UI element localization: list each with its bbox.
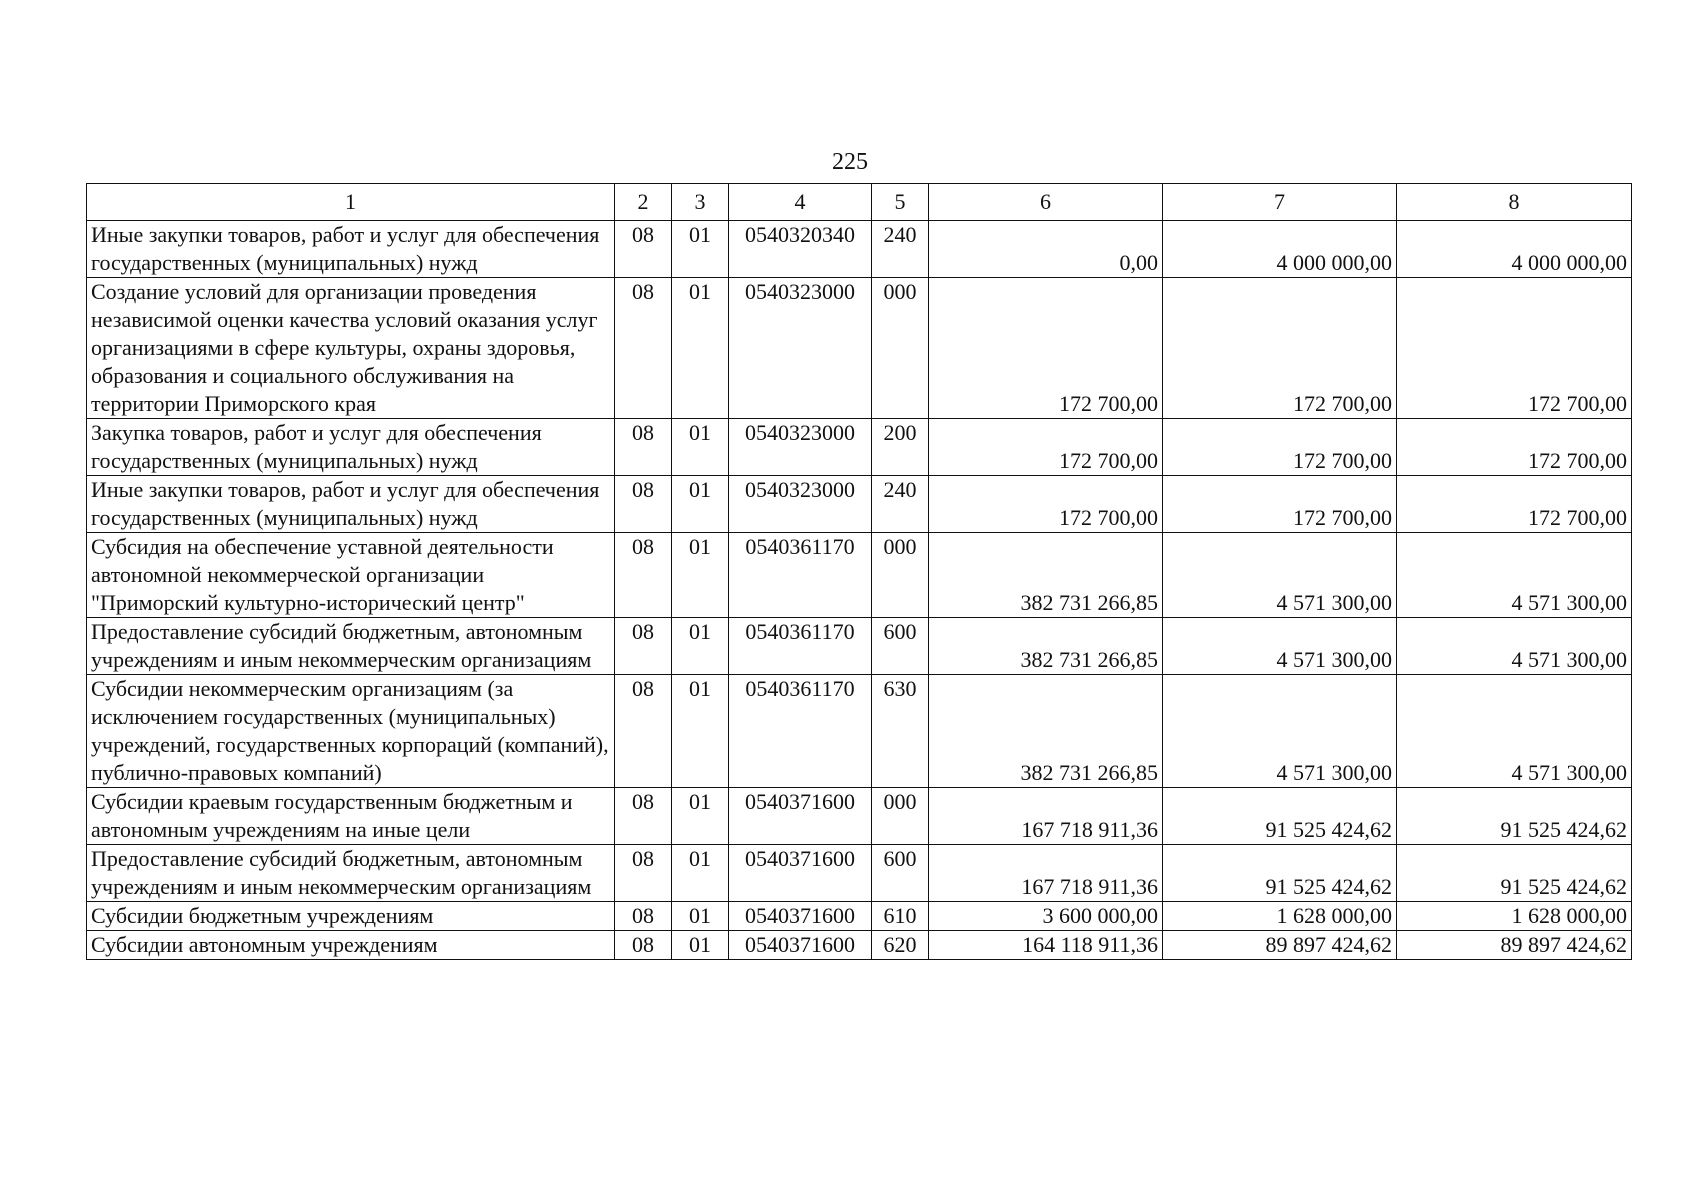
row-description: Предоставление субсидий бюджетным, автономным учреждениям и иным некоммерческим организациям <box>87 618 615 675</box>
expense-type-code: 240 <box>872 476 929 533</box>
column-header: 6 <box>929 184 1163 221</box>
target-article-code: 0540371600 <box>729 845 872 902</box>
amount-col6: 382 731 266,85 <box>929 675 1163 788</box>
expense-type-code: 630 <box>872 675 929 788</box>
subsection-code: 01 <box>672 931 729 960</box>
amount-col7: 1 628 000,00 <box>1163 902 1397 931</box>
subsection-code: 01 <box>672 221 729 278</box>
amount-col7: 91 525 424,62 <box>1163 845 1397 902</box>
amount-col8: 91 525 424,62 <box>1397 845 1632 902</box>
row-description: Закупка товаров, работ и услуг для обеспечения государственных (муниципальных) нужд <box>87 419 615 476</box>
column-header: 7 <box>1163 184 1397 221</box>
amount-col8: 89 897 424,62 <box>1397 931 1632 960</box>
expense-type-code: 240 <box>872 221 929 278</box>
target-article-code: 0540323000 <box>729 278 872 419</box>
amount-col8: 172 700,00 <box>1397 476 1632 533</box>
section-code: 08 <box>615 675 672 788</box>
section-code: 08 <box>615 931 672 960</box>
amount-col7: 4 571 300,00 <box>1163 675 1397 788</box>
table-row <box>87 278 1632 419</box>
amount-col8: 172 700,00 <box>1397 419 1632 476</box>
section-code: 08 <box>615 278 672 419</box>
target-article-code: 0540320340 <box>729 221 872 278</box>
column-header: 3 <box>672 184 729 221</box>
section-code: 08 <box>615 618 672 675</box>
target-article-code: 0540361170 <box>729 675 872 788</box>
table-row <box>87 419 1632 476</box>
table-row <box>87 788 1632 845</box>
column-number-header-row <box>87 184 1632 221</box>
section-code: 08 <box>615 221 672 278</box>
table-row <box>87 845 1632 902</box>
subsection-code: 01 <box>672 618 729 675</box>
row-description: Субсидии краевым государственным бюджетным и автономным учреждениям на иные цели <box>87 788 615 845</box>
row-description: Субсидии некоммерческим организациям (за исключением государственных (муниципальных) учреждений, государственных корпораций (компаний), публично-правовых компаний) <box>87 675 615 788</box>
table-row <box>87 618 1632 675</box>
amount-col6: 167 718 911,36 <box>929 788 1163 845</box>
amount-col8: 172 700,00 <box>1397 278 1632 419</box>
amount-col6: 382 731 266,85 <box>929 533 1163 618</box>
section-code: 08 <box>615 902 672 931</box>
table-row <box>87 221 1632 278</box>
expense-type-code: 620 <box>872 931 929 960</box>
amount-col8: 91 525 424,62 <box>1397 788 1632 845</box>
subsection-code: 01 <box>672 476 729 533</box>
subsection-code: 01 <box>672 845 729 902</box>
expense-type-code: 600 <box>872 845 929 902</box>
section-code: 08 <box>615 788 672 845</box>
section-code: 08 <box>615 845 672 902</box>
target-article-code: 0540371600 <box>729 931 872 960</box>
column-header: 4 <box>729 184 872 221</box>
subsection-code: 01 <box>672 278 729 419</box>
amount-col7: 4 571 300,00 <box>1163 533 1397 618</box>
row-description: Предоставление субсидий бюджетным, автономным учреждениям и иным некоммерческим организациям <box>87 845 615 902</box>
amount-col8: 4 000 000,00 <box>1397 221 1632 278</box>
amount-col7: 172 700,00 <box>1163 476 1397 533</box>
subsection-code: 01 <box>672 533 729 618</box>
column-header: 8 <box>1397 184 1632 221</box>
expense-type-code: 000 <box>872 788 929 845</box>
amount-col7: 172 700,00 <box>1163 278 1397 419</box>
target-article-code: 0540371600 <box>729 902 872 931</box>
table-row <box>87 675 1632 788</box>
target-article-code: 0540371600 <box>729 788 872 845</box>
expense-type-code: 610 <box>872 902 929 931</box>
page-number: 225 <box>832 149 868 175</box>
row-description: Иные закупки товаров, работ и услуг для обеспечения государственных (муниципальных) нужд <box>87 221 615 278</box>
expense-type-code: 600 <box>872 618 929 675</box>
amount-col6: 164 118 911,36 <box>929 931 1163 960</box>
table-row <box>87 476 1632 533</box>
amount-col8: 4 571 300,00 <box>1397 675 1632 788</box>
row-description: Субсидии бюджетным учреждениям <box>87 902 615 931</box>
amount-col6: 382 731 266,85 <box>929 618 1163 675</box>
budget-table <box>86 183 1632 960</box>
amount-col7: 4 571 300,00 <box>1163 618 1397 675</box>
column-header: 5 <box>872 184 929 221</box>
amount-col6: 172 700,00 <box>929 476 1163 533</box>
amount-col8: 1 628 000,00 <box>1397 902 1632 931</box>
table-row <box>87 931 1632 960</box>
subsection-code: 01 <box>672 788 729 845</box>
expense-type-code: 200 <box>872 419 929 476</box>
amount-col6: 0,00 <box>929 221 1163 278</box>
section-code: 08 <box>615 419 672 476</box>
section-code: 08 <box>615 476 672 533</box>
amount-col7: 91 525 424,62 <box>1163 788 1397 845</box>
amount-col6: 167 718 911,36 <box>929 845 1163 902</box>
target-article-code: 0540323000 <box>729 419 872 476</box>
expense-type-code: 000 <box>872 533 929 618</box>
amount-col6: 172 700,00 <box>929 278 1163 419</box>
column-header: 2 <box>615 184 672 221</box>
expense-type-code: 000 <box>872 278 929 419</box>
target-article-code: 0540361170 <box>729 618 872 675</box>
amount-col6: 3 600 000,00 <box>929 902 1163 931</box>
row-description: Субсидия на обеспечение уставной деятельности автономной некоммерческой организации "Приморский культурно-исторический центр" <box>87 533 615 618</box>
row-description: Иные закупки товаров, работ и услуг для обеспечения государственных (муниципальных) нужд <box>87 476 615 533</box>
subsection-code: 01 <box>672 419 729 476</box>
subsection-code: 01 <box>672 902 729 931</box>
row-description: Создание условий для организации проведения независимой оценки качества условий оказания услуг организациями в сфере культуры, охраны здоровья, образования и социального обслуживания на территории Приморского края <box>87 278 615 419</box>
column-header: 1 <box>87 184 615 221</box>
target-article-code: 0540361170 <box>729 533 872 618</box>
row-description: Субсидии автономным учреждениям <box>87 931 615 960</box>
amount-col8: 4 571 300,00 <box>1397 618 1632 675</box>
amount-col7: 89 897 424,62 <box>1163 931 1397 960</box>
table-row <box>87 902 1632 931</box>
amount-col8: 4 571 300,00 <box>1397 533 1632 618</box>
amount-col7: 4 000 000,00 <box>1163 221 1397 278</box>
amount-col6: 172 700,00 <box>929 419 1163 476</box>
table-row <box>87 533 1632 618</box>
amount-col7: 172 700,00 <box>1163 419 1397 476</box>
subsection-code: 01 <box>672 675 729 788</box>
target-article-code: 0540323000 <box>729 476 872 533</box>
section-code: 08 <box>615 533 672 618</box>
